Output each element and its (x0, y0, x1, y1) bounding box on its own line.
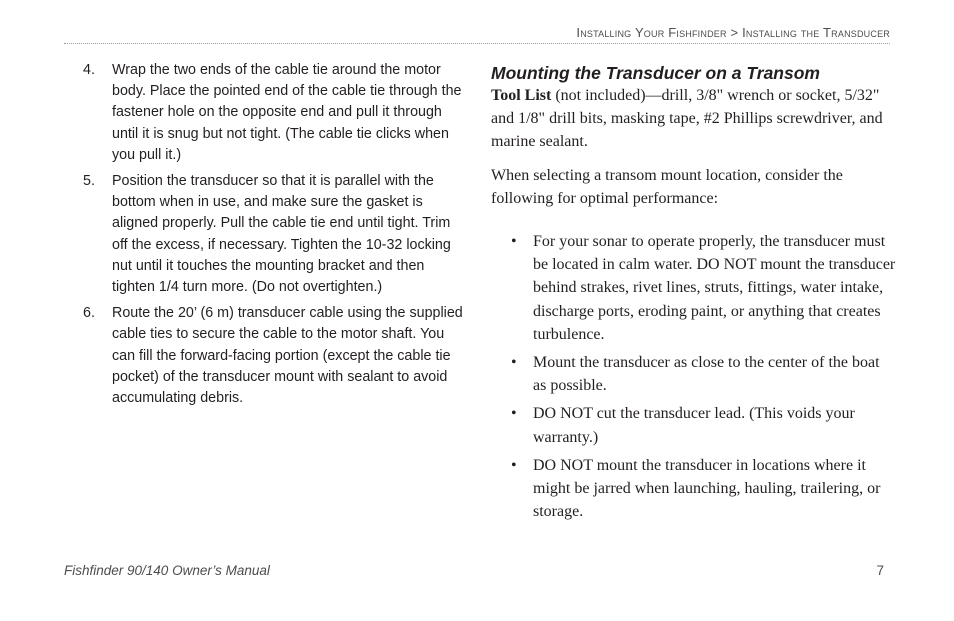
transom-column (491, 60, 896, 528)
footer-manual-title: Fishfinder 90/140 Owner’s Manual (64, 563, 270, 578)
steps-column (83, 60, 463, 414)
header-section: Installing Your Fishfinder (576, 25, 727, 40)
list-item (491, 351, 896, 397)
header-separator: > (730, 25, 739, 40)
step-text: Wrap the two ends of the cable tie around the motor body. Place the pointed end of the cable tie through the fastener hole on the opposite end and pull it through until it is snug but not tight. (The cable tie clicks when you pull it.) (112, 62, 462, 163)
page-number: 7 (876, 563, 884, 578)
bullet-icon: • (511, 233, 517, 251)
tool-list-label: Tool List (491, 87, 552, 104)
step-item (83, 60, 463, 166)
bullet-text: For your sonar to operate properly, the transducer must be located in calm water. DO NOT mount the transducer behind strakes, rivet lines, struts, fittings, water intake, discharge ports, eroding paint, or anything that creates turbulence. (533, 233, 896, 343)
running-header (576, 25, 890, 40)
step-item (83, 171, 463, 298)
step-number: 6. (83, 305, 95, 322)
intro-paragraph: When selecting a transom mount location, consider the following for optimal performance: (491, 166, 843, 207)
step-text: Route the 20’ (6 m) transducer cable using the supplied cable ties to secure the cable to the motor shaft. You can fill the forward-facing portion (except the cable tie pocket) of the transducer mount with sealant to avoid accumulating debris. (112, 305, 463, 407)
step-number: 5. (83, 173, 95, 190)
tool-list (491, 84, 896, 154)
header-subsection: Installing the Transducer (742, 25, 890, 40)
section-heading: Mounting the Transducer on a Transom (491, 63, 820, 83)
bullet-icon: • (511, 354, 517, 372)
bullet-list (491, 230, 896, 523)
step-item (83, 303, 463, 409)
bullet-text: DO NOT mount the transducer in locations where it might be jarred when launching, hauling, trailering, or storage. (533, 456, 881, 521)
tool-list-text: (not included)—drill, 3/8" wrench or socket, 5/32" and 1/8" drill bits, masking tape, #2 Phillips screwdriver, and marine sealant. (491, 87, 883, 151)
list-item (491, 454, 896, 524)
bullet-icon: • (511, 456, 517, 474)
step-number: 4. (83, 62, 95, 78)
header-divider (64, 43, 890, 44)
bullet-text: DO NOT cut the transducer lead. (This voids your warranty.) (533, 405, 855, 446)
list-item (491, 230, 896, 346)
list-item (491, 402, 896, 448)
step-text: Position the transducer so that it is parallel with the bottom when in use, and make sure the gasket is aligned properly. Pull the cable tie end until tight. Trim off the excess, if necessary. Tighten the 10-32 locking nut until it touches the mounting bracket and then tighten 1/4 turn more. (Do not overtighten.) (112, 173, 451, 296)
bullet-icon: • (511, 405, 517, 423)
bullet-text: Mount the transducer as close to the center of the boat as possible. (533, 354, 880, 395)
